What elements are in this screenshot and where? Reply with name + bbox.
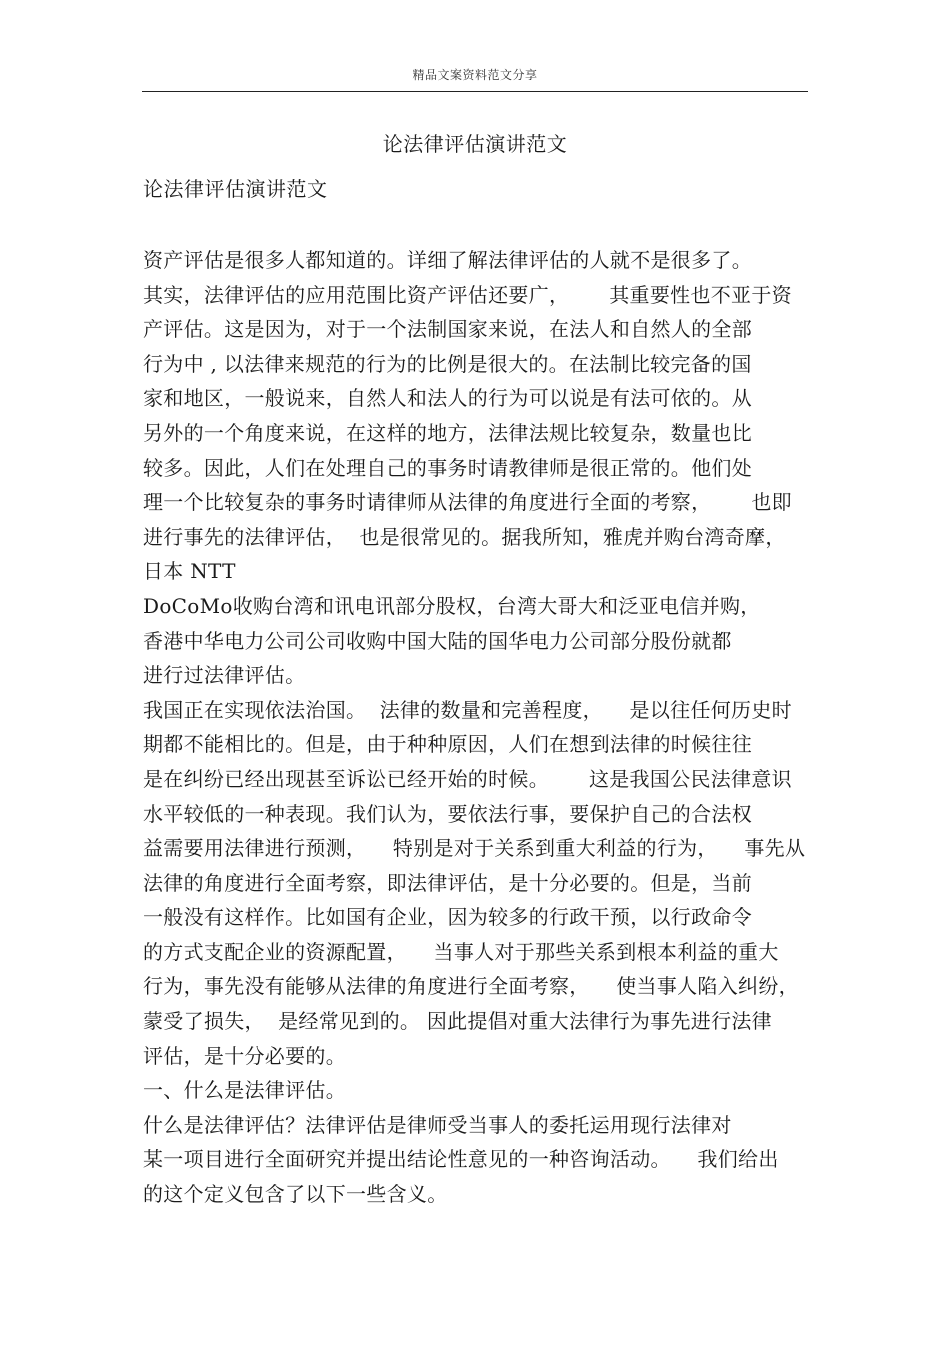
body-line: DoCoMo收购台湾和讯电讯部分股权，台湾大哥大和泛亚电信并购， bbox=[143, 593, 761, 618]
body-line: 进行事先的法律评估， 也是很常见的。据我所知，雅虎并购台湾奇摩， bbox=[143, 524, 786, 549]
body-line: 某一项目进行全面研究并提出结论性意见的一种咨询活动。 我们给出 bbox=[143, 1147, 779, 1172]
document-subtitle: 论法律评估演讲范文 bbox=[143, 177, 328, 201]
body-line: 什么是法律评估？法律评估是律师受当事人的委托运用现行法律对 bbox=[143, 1112, 732, 1137]
document-body bbox=[143, 243, 811, 1212]
body-line: 进行过法律评估。 bbox=[143, 663, 306, 688]
body-line: 产评估。这是因为，对于一个法制国家来说，在法人和自然人的全部 bbox=[143, 317, 752, 342]
page-header: 精品文案资料范文分享 bbox=[412, 68, 538, 82]
body-line: 另外的一个角度来说，在这样的地方，法律法规比较复杂，数量也比 bbox=[143, 420, 752, 445]
body-line: 其实，法律评估的应用范围比资产评估还要广， 其重要性也不亚于资 bbox=[143, 282, 792, 307]
body-line: 的方式支配企业的资源配置， 当事人对于那些关系到根本利益的重大 bbox=[143, 939, 779, 964]
body-line: 一般没有这样作。比如国有企业，因为较多的行政干预，以行政命令 bbox=[143, 905, 752, 930]
body-line: 评估，是十分必要的。 bbox=[143, 1043, 346, 1068]
body-line: 行为中 , 以法律来规范的行为的比例是很大的。在法制比较完备的国 bbox=[143, 351, 752, 376]
body-line: 期都不能相比的。但是，由于种种原因，人们在想到法律的时候往往 bbox=[143, 732, 752, 757]
body-line: 行为，事先没有能够从法律的角度进行全面考察， 使当事人陷入纠纷， bbox=[143, 974, 799, 999]
header-divider bbox=[142, 91, 808, 92]
body-line: 法律的角度进行全面考察，即法律评估，是十分必要的。但是，当前 bbox=[143, 870, 752, 895]
body-line: 较多。因此，人们在处理自己的事务时请教律师是很正常的。他们处 bbox=[143, 455, 752, 480]
document-title: 论法律评估演讲范文 bbox=[382, 132, 568, 156]
body-line: 蒙受了损失， 是经常见到的。 因此提倡对重大法律行为事先进行法律 bbox=[143, 1009, 772, 1034]
body-line: 是在纠纷已经出现甚至诉讼已经开始的时候。 这是我国公民法律意识 bbox=[143, 766, 792, 791]
body-line: 的这个定义包含了以下一些含义。 bbox=[143, 1182, 448, 1207]
body-line: 我国正在实现依法治国。 法律的数量和完善程度， 是以往任何历史时 bbox=[143, 697, 792, 722]
body-line: 家和地区，一般说来，自然人和法人的行为可以说是有法可依的。从 bbox=[143, 386, 752, 411]
body-line: 香港中华电力公司公司收购中国大陆的国华电力公司部分股份就都 bbox=[143, 628, 732, 653]
section-heading: 一、什么是法律评估。 bbox=[143, 1078, 346, 1103]
body-line: 益需要用法律进行预测， 特别是对于关系到重大利益的行为， 事先从 bbox=[143, 836, 806, 861]
body-line: 水平较低的一种表现。我们认为，要依法行事，要保护自己的合法权 bbox=[143, 801, 752, 826]
body-line: 资产评估是很多人都知道的。详细了解法律评估的人就不是很多了。 bbox=[143, 248, 752, 272]
body-line: 理一个比较复杂的事务时请律师从法律的角度进行全面的考察， 也即 bbox=[143, 490, 792, 515]
body-line: 日本 NTT bbox=[143, 559, 236, 584]
